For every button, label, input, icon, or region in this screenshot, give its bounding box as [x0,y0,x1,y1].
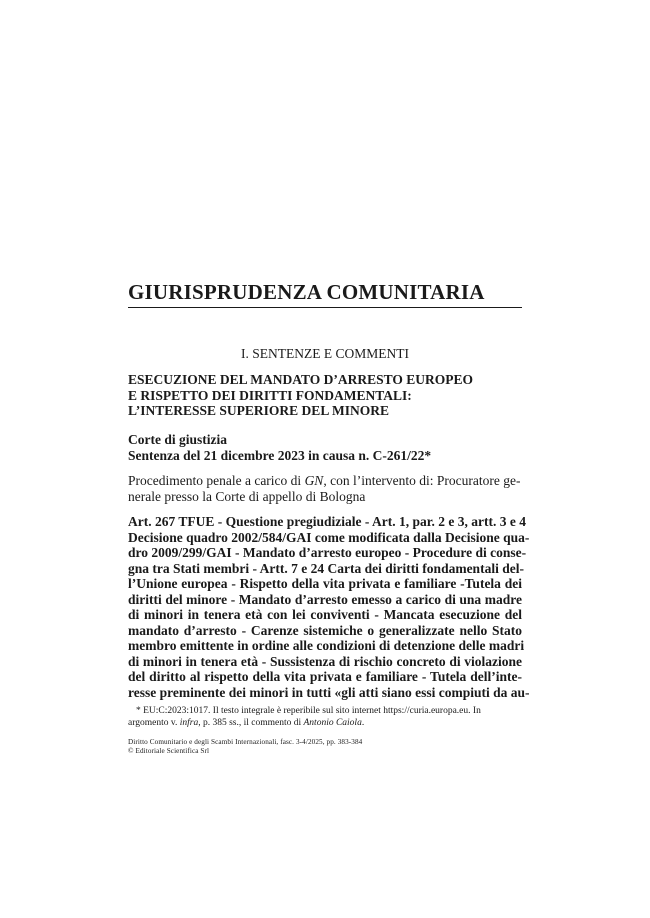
proceeding-line: nerale presso la Corte di appello di Bologna [128,489,366,504]
footnote-line: * EU:C:2023:1017. Il testo integrale è reperibile sul sito internet https://curia.europa.eu. In [136,706,481,716]
subsection-heading: I. SENTENZE E COMMENTI [241,346,409,361]
keywords-line: gna tra Stati membri - Artt. 7 e 24 Carta dei diritti fondamentali del- [128,560,524,576]
keywords-summary [128,514,530,700]
copyright-notice: © Editoriale Scientifica Srl [128,747,210,755]
footnote [128,706,522,729]
party-name: GN [304,473,324,488]
keywords-line: di minori in tenera età con lei conviventi - Mancata esecuzione del [128,607,522,622]
case-title-line: E RISPETTO DEI DIRITTI FONDAMENTALI: [128,387,412,403]
proceeding-suffix: , con l’intervento di: Procuratore ge- [323,473,521,488]
publication-imprint [128,738,522,756]
infra-ref: infra [179,717,199,728]
keywords-line: Decisione quadro 2002/584/GAI come modificata dalla Decisione qua- [128,529,530,545]
court-name: Corte di giustizia [128,432,227,447]
court-block [128,432,522,463]
keywords-line: diritti del minore - Mandato d’arresto emesso a carico di una madre [128,591,522,607]
keywords-line: dro 2009/299/GAI - Mandato d’arresto europeo - Procedure di conse- [128,545,527,560]
keywords-line: resse preminente dei minori in tutti «gli atti siano essi compiuti da au- [128,684,530,700]
proceeding-text [128,473,522,505]
keywords-line: Art. 267 TFUE - Questione pregiudiziale - Art. 1, par. 2 e 3, artt. 3 e 4 [128,514,526,529]
case-title-line: L’INTERESSE SUPERIORE DEL MINORE [128,403,389,418]
case-title-line: ESECUZIONE DEL MANDATO D’ARRESTO EUROPEO [128,372,474,387]
judgment-reference: Sentenza del 21 dicembre 2023 in causa n. C-261/22* [128,447,432,463]
keywords-line: mandato d’arresto - Carenze sistemiche o generalizzate nello Stato [128,622,522,638]
section-title: GIURISPRUDENZA COMUNITARIA [128,280,522,308]
keywords-line: di minori in tenera età - Sussistenza di rischio concreto di violazione [128,653,522,669]
proceeding-prefix: Procedimento penale a carico di [128,473,305,488]
keywords-line: del diritto al rispetto della vita privata e familiare - Tutela dell’inte- [128,669,522,684]
case-title [128,372,522,419]
proceeding-line [128,473,522,489]
author-name: Antonio Caiola [303,717,362,728]
keywords-line: membro emittente in ordine alle condizioni di detenzione delle madri [128,638,525,653]
journal-reference: Diritto Comunitario e degli Scambi Internazionali, fasc. 3-4/2025, pp. 383-384 [128,738,363,746]
footnote-line: argomento v. infra, p. 385 ss., il commento di Antonio Caiola. [128,717,365,728]
keywords-line: l’Unione europea - Rispetto della vita privata e familiare -Tutela dei [128,576,522,591]
